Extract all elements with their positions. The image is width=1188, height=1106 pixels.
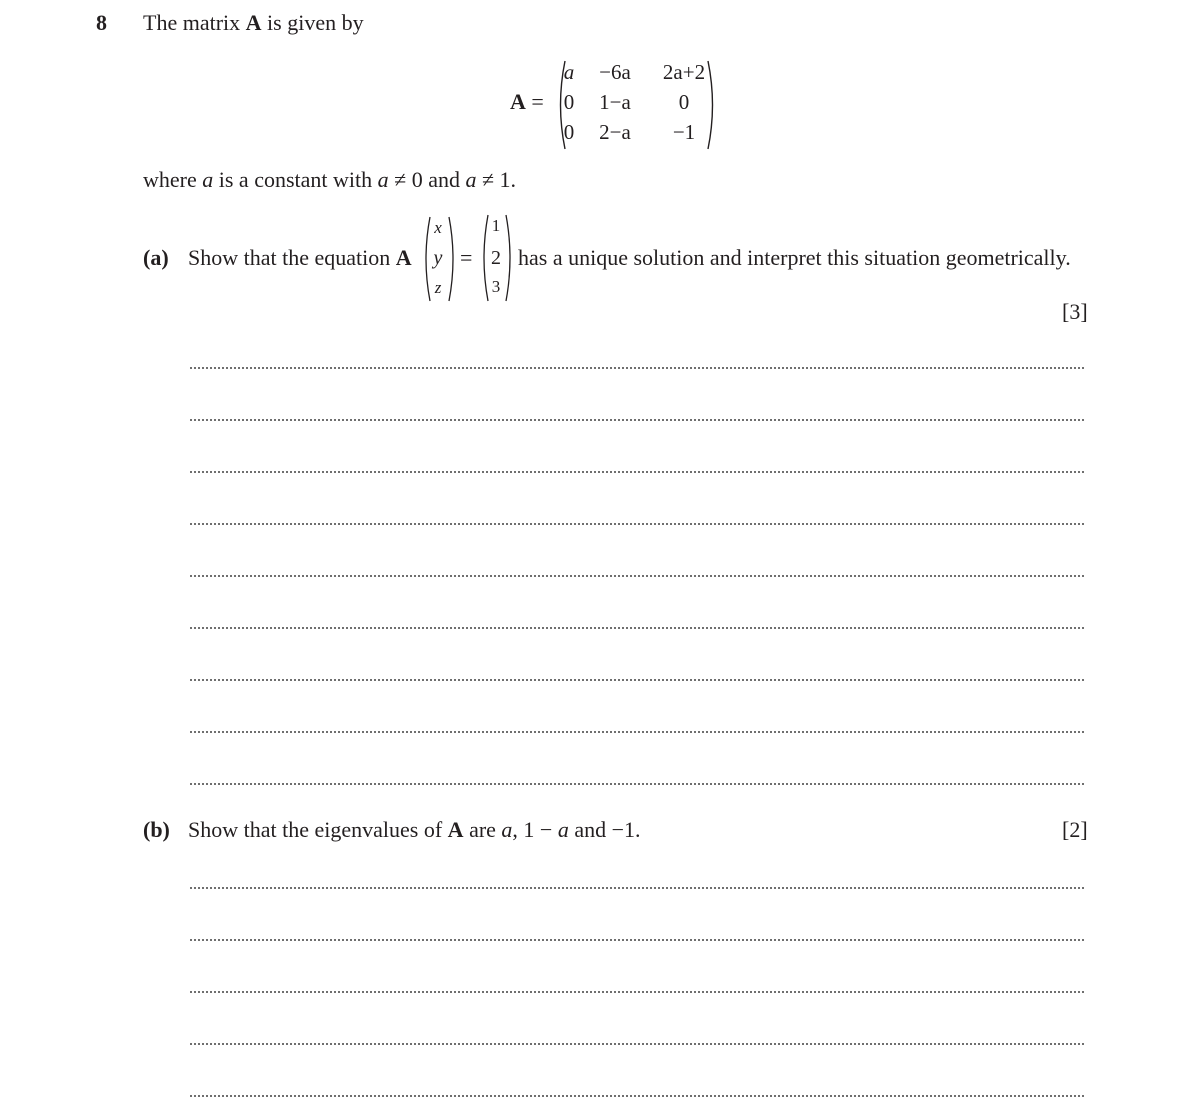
answer-line[interactable] bbox=[190, 471, 1084, 473]
intro-matrix-symbol: A bbox=[245, 10, 262, 35]
part-a-marks: [3] bbox=[1062, 299, 1088, 324]
matrix-cell-r0c0: a bbox=[563, 60, 575, 84]
answer-line[interactable] bbox=[190, 939, 1084, 941]
part-a-lead-text: Show that the equation bbox=[188, 245, 396, 270]
part-a-text-before bbox=[188, 245, 412, 271]
answer-line[interactable] bbox=[190, 523, 1084, 525]
condition-var1: a bbox=[202, 167, 214, 192]
constant-condition bbox=[143, 167, 516, 193]
matrix-cell-r0c2: 2a+2 bbox=[662, 60, 706, 84]
answer-line[interactable] bbox=[190, 679, 1084, 681]
condition-part2: is a constant with bbox=[213, 167, 378, 192]
condition-part3: ≠ 0 and bbox=[388, 167, 466, 192]
part-b-eigenvalue-a: a bbox=[501, 817, 513, 842]
intro-suffix: is given by bbox=[261, 10, 364, 35]
vector-value-2: 2 bbox=[491, 247, 501, 269]
vector-z: z bbox=[434, 278, 442, 297]
part-a-matrix-symbol: A bbox=[395, 245, 412, 270]
answer-line[interactable] bbox=[190, 1095, 1084, 1097]
vector-123-right-paren bbox=[505, 214, 515, 302]
condition-var2: a bbox=[377, 167, 389, 192]
vector-equals: = bbox=[460, 245, 473, 270]
part-b-text bbox=[188, 817, 641, 843]
matrix-cell-r2c0: 0 bbox=[563, 120, 575, 144]
part-b-end: and −1. bbox=[568, 817, 641, 842]
answer-line[interactable] bbox=[190, 731, 1084, 733]
answer-line[interactable] bbox=[190, 783, 1084, 785]
part-b-eigenvalue-a2: a bbox=[557, 817, 569, 842]
vector-xyz-right-paren bbox=[448, 216, 458, 302]
part-b-separator: , 1 − bbox=[512, 817, 558, 842]
question-number: 8 bbox=[96, 10, 107, 35]
question-intro bbox=[143, 10, 364, 36]
part-a-text-after: has a unique solution and interpret this situation geometrically. bbox=[518, 245, 1071, 270]
matrix-cell-r1c2: 0 bbox=[678, 90, 690, 114]
matrix-label-symbol: A bbox=[510, 89, 526, 114]
matrix-cell-r1c0: 0 bbox=[563, 90, 575, 114]
answer-line[interactable] bbox=[190, 627, 1084, 629]
vector-y: y bbox=[433, 247, 443, 269]
intro-prefix: The matrix bbox=[143, 10, 246, 35]
vector-value-3: 3 bbox=[491, 277, 501, 296]
matrix-cell-r0c1: −6a bbox=[599, 60, 631, 84]
answer-line[interactable] bbox=[190, 887, 1084, 889]
part-b-prefix: Show that the eigenvalues of bbox=[188, 817, 448, 842]
answer-line[interactable] bbox=[190, 575, 1084, 577]
part-a-label: (a) bbox=[143, 245, 169, 270]
answer-line[interactable] bbox=[190, 991, 1084, 993]
vector-value-1: 1 bbox=[491, 216, 501, 235]
condition-var3: a bbox=[465, 167, 477, 192]
answer-line[interactable] bbox=[190, 367, 1084, 369]
part-b-middle: are bbox=[463, 817, 502, 842]
matrix-cell-r1c1: 1−a bbox=[599, 90, 631, 114]
answer-line[interactable] bbox=[190, 1043, 1084, 1045]
part-b-label: (b) bbox=[143, 817, 170, 842]
part-b-matrix-symbol: A bbox=[447, 817, 464, 842]
part-b-marks: [2] bbox=[1062, 817, 1088, 842]
condition-part4: ≠ 1. bbox=[476, 167, 517, 192]
answer-line[interactable] bbox=[190, 419, 1084, 421]
matrix-label bbox=[510, 89, 544, 115]
matrix-cell-r2c1: 2−a bbox=[599, 120, 631, 144]
matrix-label-equals: = bbox=[525, 89, 544, 114]
vector-x: x bbox=[434, 218, 442, 237]
condition-part1: where bbox=[143, 167, 203, 192]
matrix-cell-r2c2: −1 bbox=[672, 120, 696, 144]
